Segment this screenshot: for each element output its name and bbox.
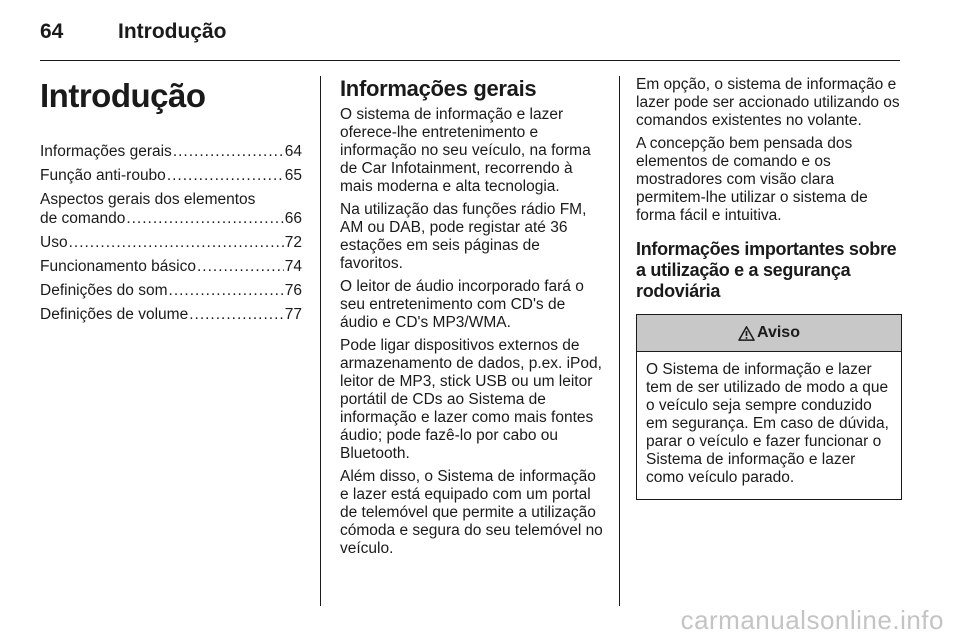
toc-entry[interactable]: Definições de volume ..... 77 xyxy=(40,305,302,324)
toc-entry[interactable]: Informações gerais ..... 64 xyxy=(40,142,302,161)
column-toc xyxy=(40,76,302,329)
column-divider-1 xyxy=(320,76,321,606)
body-paragraph: Em opção, o sistema de informação e lazer pode ser accionado utilizando os comandos existentes no volante. xyxy=(636,76,900,129)
watermark: carmanualsonline.info xyxy=(680,605,944,635)
column-body-2 xyxy=(636,76,902,500)
warning-text: O Sistema de informação e lazer tem de ser utilizado de modo a que o veículo seja sempre conduzido em segurança. Em caso de dúvida, parar o veículo e fazer funcionar o Sistema de informação e lazer como veículo parado. xyxy=(646,361,889,486)
table-of-contents xyxy=(40,142,302,324)
toc-entry[interactable]: Função anti-roubo ..... 65 xyxy=(40,166,302,185)
running-title: Introdução xyxy=(118,20,227,43)
chapter-title: Introdução xyxy=(40,77,206,114)
sub-heading: Informações importantes sobre a utilização e a segurança rodoviária xyxy=(636,239,897,301)
toc-entry[interactable]: Aspectos gerais dos elementos de comando ..... 66 xyxy=(40,190,302,228)
toc-entry[interactable]: Funcionamento básico ..... 74 xyxy=(40,257,302,276)
body-paragraph: A concepção bem pensada dos elementos de comando e os mostradores com visão clara permitem-lhe utilizar o sistema de forma fácil e intuitiva. xyxy=(636,135,868,224)
toc-entry[interactable]: Definições do som ..... 76 xyxy=(40,281,302,300)
warning-triangle-icon xyxy=(738,326,755,341)
column-body-1 xyxy=(340,76,604,563)
warning-box xyxy=(636,314,902,500)
warning-header xyxy=(637,315,901,352)
toc-entry[interactable]: Uso ..... 72 xyxy=(40,233,302,252)
section-heading: Informações gerais xyxy=(340,76,537,101)
header-rule xyxy=(40,60,900,61)
column-divider-2 xyxy=(619,76,620,606)
page-number: 64 xyxy=(40,20,64,43)
body-paragraph: Na utilização das funções rádio FM, AM ou DAB, pode registar até 36 estações em seis páginas de favoritos. xyxy=(340,201,587,272)
page-header xyxy=(40,20,900,48)
body-paragraph: Além disso, o Sistema de informação e lazer está equipado com um portal de telemóvel que permite a utilização cómoda e segura do seu telemóvel no veículo. xyxy=(340,468,603,557)
warning-label: Aviso xyxy=(757,324,800,341)
body-paragraph: O sistema de informação e lazer oferece-lhe entretenimento e informação no seu veículo, na forma de Car Infotainment, recorrendo à mais moderna e alta tecnologia. xyxy=(340,106,591,195)
body-paragraph: Pode ligar dispositivos externos de armazenamento de dados, p.ex. iPod, leitor de MP3, stick USB ou um leitor portátil de CDs ao Sistema de informação e lazer como mais fontes áudio; pode fazê-lo por cabo ou Bluetooth. xyxy=(340,337,602,462)
body-paragraph: O leitor de áudio incorporado fará o seu entretenimento com CD's de áudio e CD's MP3/WMA. xyxy=(340,278,584,331)
